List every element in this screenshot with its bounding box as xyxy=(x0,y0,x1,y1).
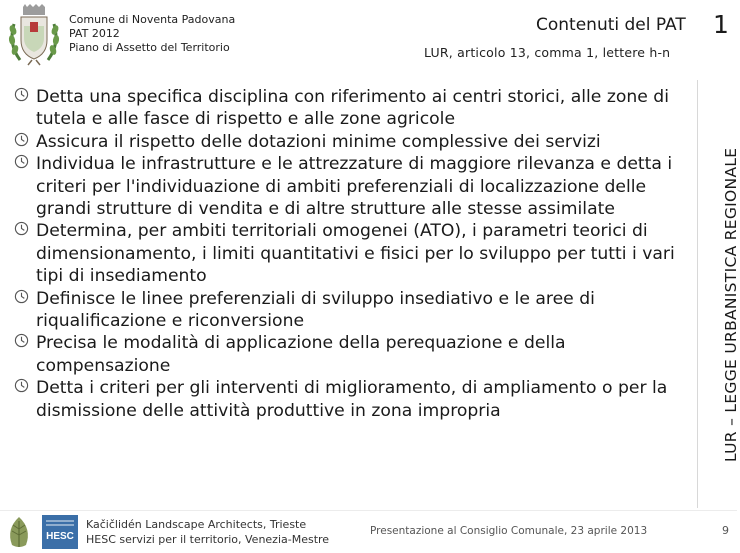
credits-hesc: HESC servizi per il territorio, Venezia-Mestre xyxy=(86,533,330,546)
plan-code: PAT 2012 xyxy=(69,27,120,40)
footer-divider xyxy=(0,510,737,511)
list-item xyxy=(14,153,690,220)
footer-credits xyxy=(86,517,329,547)
content-bullet-list xyxy=(14,86,690,422)
clock-icon xyxy=(14,87,29,102)
list-item-text: Precisa le modalità di applicazione della perequazione e della compensazione xyxy=(36,333,566,376)
list-item xyxy=(14,131,690,153)
clock-icon xyxy=(14,221,29,236)
credits-studio: Kačičlidén Landscape Architects, Trieste xyxy=(86,518,307,531)
plan-name: Piano di Assetto del Territorio xyxy=(69,41,230,54)
list-item-text: Detta una specifica disciplina con riferimento ai centri storici, alle zone di tutela e alle fasce di rispetto e alle zone agricole xyxy=(36,87,669,130)
hesc-logo-text: HESC xyxy=(46,531,74,542)
clock-icon xyxy=(14,132,29,147)
municipality-name: Comune di Noventa Padovana xyxy=(69,13,236,26)
slide-section-number: 1 xyxy=(713,10,729,39)
footer-event: Presentazione al Consiglio Comunale, 23 aprile 2013 xyxy=(370,525,648,537)
list-item-text: Definisce le linee preferenziali di sviluppo insediativo e le aree di riqualificazione e riconversione xyxy=(36,288,595,332)
municipal-crest-icon xyxy=(6,4,62,66)
list-item-text: Detta i criteri per gli interventi di miglioramento, di ampliamento o per la dismissione delle attività produttive in zona impropria xyxy=(36,378,668,421)
list-item xyxy=(14,332,690,377)
list-item xyxy=(14,377,690,422)
page-number: 9 xyxy=(722,524,729,537)
slide-title: Contenuti del PAT xyxy=(536,15,686,35)
list-item-text: Individua le infrastrutture e le attrezzature di maggiore rilevanza e detta i criteri per l'individuazione di ambiti preferenziali di localizzazione delle grandi strutture di vendita e di altre strutture alle stesse assimilate xyxy=(36,154,673,220)
clock-icon xyxy=(14,154,29,169)
clock-icon xyxy=(14,378,29,393)
organization-block xyxy=(69,13,235,55)
leaf-logo-icon xyxy=(4,515,34,549)
list-item-text: Assicura il rispetto delle dotazioni minime complessive dei servizi xyxy=(36,131,601,152)
list-item xyxy=(14,220,690,287)
list-item-text: Determina, per ambiti territoriali omogenei (ATO), i parametri teorici di dimensionamento, i limiti quantitativi e fisici per lo sviluppo per tutti i vari tipi di insediamento xyxy=(36,221,675,287)
list-item xyxy=(14,86,690,131)
list-item xyxy=(14,288,690,333)
slide-subtitle: LUR, articolo 13, comma 1, lettere h-n xyxy=(424,45,671,60)
hesc-logo-icon xyxy=(42,515,78,549)
clock-icon xyxy=(14,289,29,304)
vertical-section-label: LUR – LEGGE URBANISTICA REGIONALE xyxy=(722,147,740,462)
clock-icon xyxy=(14,333,29,348)
